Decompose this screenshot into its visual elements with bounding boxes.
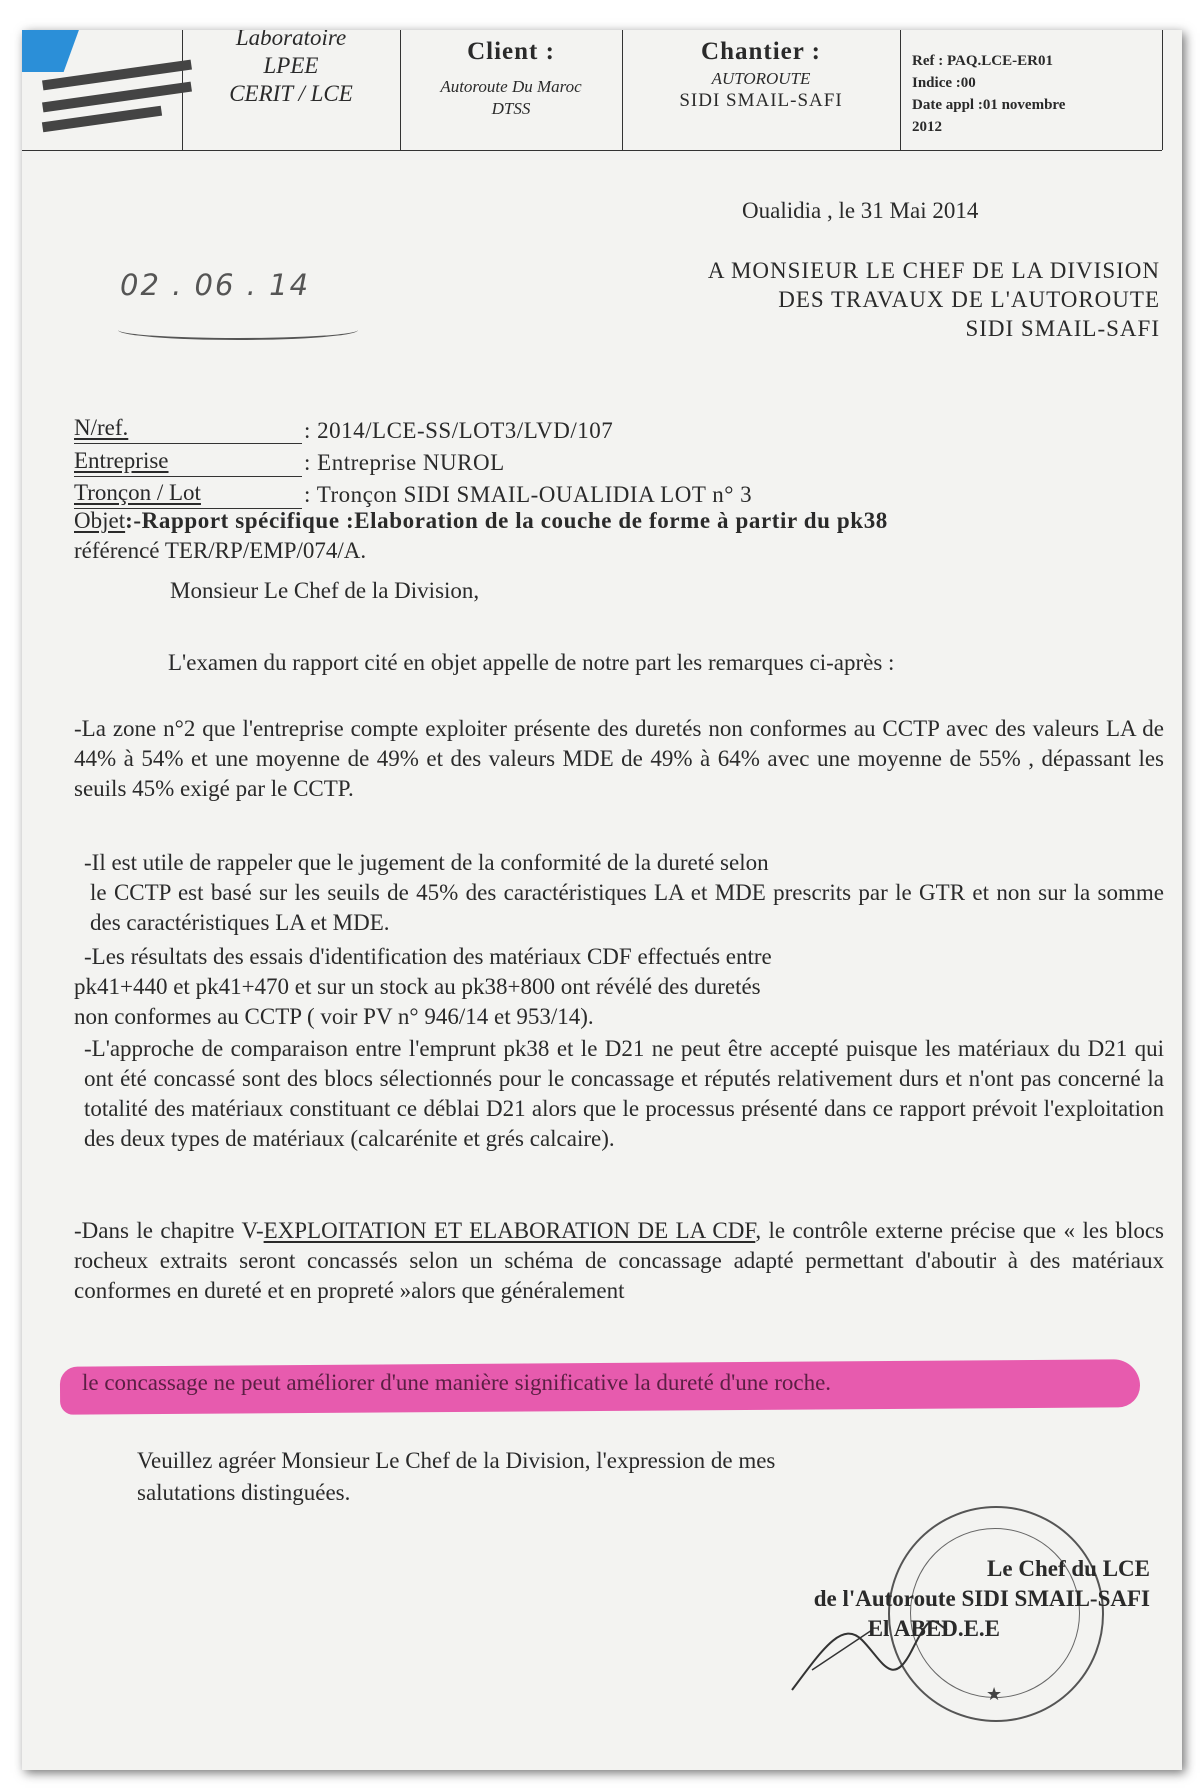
lab-sub: CERIT / LCE [229,81,353,106]
client-cell [400,30,623,150]
objet-value: :-Rapport spécifique :Elaboration de la couche de forme à partir du pk38 [125,508,888,533]
date-appl-year: 2012 [912,119,942,135]
troncon-value: : Tronçon SIDI SMAIL-OUALIDIA LOT n° 3 [304,482,753,507]
ref-line: Ref : PAQ.LCE-ER01 [912,53,1053,69]
letterhead-table [22,30,1162,151]
remark-5-pre: -Dans le chapitre V- [74,1218,264,1243]
stamp-star-icon: ★ [986,1684,1003,1704]
remark-3-line2: pk41+440 et pk41+470 et sur un stock au pk38+800 ont révélé des duretés [74,974,761,999]
addressee-line1: A MONSIEUR LE CHEF DE LA DIVISION [707,258,1160,283]
addressee-line3: SIDI SMAIL-SAFI [965,316,1160,341]
letter-date: Oualidia , le 31 Mai 2014 [742,198,979,223]
logo-cell [22,30,183,150]
indice-line: Indice :00 [912,75,976,91]
remark-4 [74,1034,1164,1154]
remark-1-text: -La zone n°2 que l'entreprise compte exploiter présente des duretés non conformes au CCTP avec des valeurs LA de 44% à 54% et une moyenne de 49% et des valeurs MDE de 49% à 64% avec une moyenne de 55% , dépassant les seuils 45% exigé par le CCTP. [74,716,1164,801]
entreprise-value: : Entreprise NUROL [304,450,505,475]
nref-value: : 2014/LCE-SS/LOT3/LVD/107 [304,418,614,443]
chantier-cell [622,30,901,150]
signature-block [814,1554,1150,1644]
remark-4-text: -L'approche de comparaison entre l'emprunt pk38 et le D21 ne peut être accepté puisque les matériaux du D21 qui ont été concassé sont des blocs sélectionnés pour le concassage et réputés relativement durs et n'ont pas concerné la totalité des matériaux constituant ce déblai D21 alors que le processus présenté dans ce rapport prévoit l'exploitation des deux types de matériaux (calcarénite et grés calcaire). [84,1036,1164,1151]
handwritten-underline [118,320,358,340]
chantier-line2: SIDI SMAIL-SAFI [679,90,843,111]
client-line2: DTSS [491,99,531,118]
remark-5 [74,1216,1164,1306]
letter-page [22,30,1182,1770]
remark-5-post: , le contrôle externe précise que « les blocs rocheux extraits seront concassés selon un schéma de concassage adapté permettant d'aboutir à des matériaux conformes en dureté et en propreté »alors que généralement [74,1218,1164,1303]
ref-block [900,30,1162,138]
remark-3 [74,942,1164,1032]
troncon-label: Tronçon / Lot [74,480,201,505]
closing-formula [137,1445,775,1509]
closing-line2: salutations distinguées. [137,1480,351,1505]
entreprise-rule [74,476,302,477]
closing-line1: Veuillez agréer Monsieur Le Chef de la Division, l'expression de mes [137,1448,776,1473]
entreprise-label: Entreprise [74,448,169,473]
remark-3-line3: non conformes au CCTP ( voir PV n° 946/14 et 953/14). [74,1004,594,1029]
remark-5-text [74,1216,1164,1306]
lab-cell [182,30,401,150]
objet-reference: référencé TER/RP/EMP/074/A. [74,538,367,563]
remark-3-line1: -Les résultats des essais d'identification des matériaux CDF effectués entre [84,944,772,969]
addressee-block [708,256,1160,343]
remark-2-line2: le CCTP est basé sur les seuils de 45% des caractéristiques LA et MDE prescrits par le GTR et non sur la somme des caractéristiques LA et MDE. [90,880,1164,935]
intro-paragraph: L'examen du rapport cité en objet appelle de notre part les remarques ci-après : [168,650,895,675]
nref-rule [74,443,302,444]
client-title: Client : [467,38,555,65]
lab-name: LPEE [263,53,319,78]
logo-blue-shape [22,30,80,72]
remark-2 [74,848,1164,938]
ref-cell [900,30,1163,150]
client-line1: Autoroute Du Maroc [440,77,582,96]
remark-1 [74,714,1164,804]
highlighted-sentence: le concassage ne peut améliorer d'une manière significative la dureté d'une roche. [82,1370,832,1395]
salutation: Monsieur Le Chef de la Division, [170,578,480,603]
addressee-line2: DES TRAVAUX DE L'AUTOROUTE [778,287,1160,312]
nref-label: N/ref. [74,415,129,440]
objet-line [74,508,888,534]
signature-line3: El ABED.E.E [867,1616,1000,1641]
signature-line2: de l'Autoroute SIDI SMAIL-SAFI [813,1586,1150,1611]
date-appl-line: Date appl :01 novembre [912,97,1066,113]
objet-label: Objet [74,508,126,533]
lab-top: Laboratoire [235,30,347,50]
handwritten-date: 02 . 06 . 14 [120,268,311,302]
signature-line1: Le Chef du LCE [987,1556,1150,1581]
remark-5-chapter: EXPLOITATION ET ELABORATION DE LA CDF [263,1218,756,1243]
remark-2-line1: -Il est utile de rappeler que le jugement de la conformité de la dureté selon [84,850,769,875]
chantier-line1: AUTOROUTE [711,69,811,88]
chantier-title: Chantier : [701,38,821,65]
